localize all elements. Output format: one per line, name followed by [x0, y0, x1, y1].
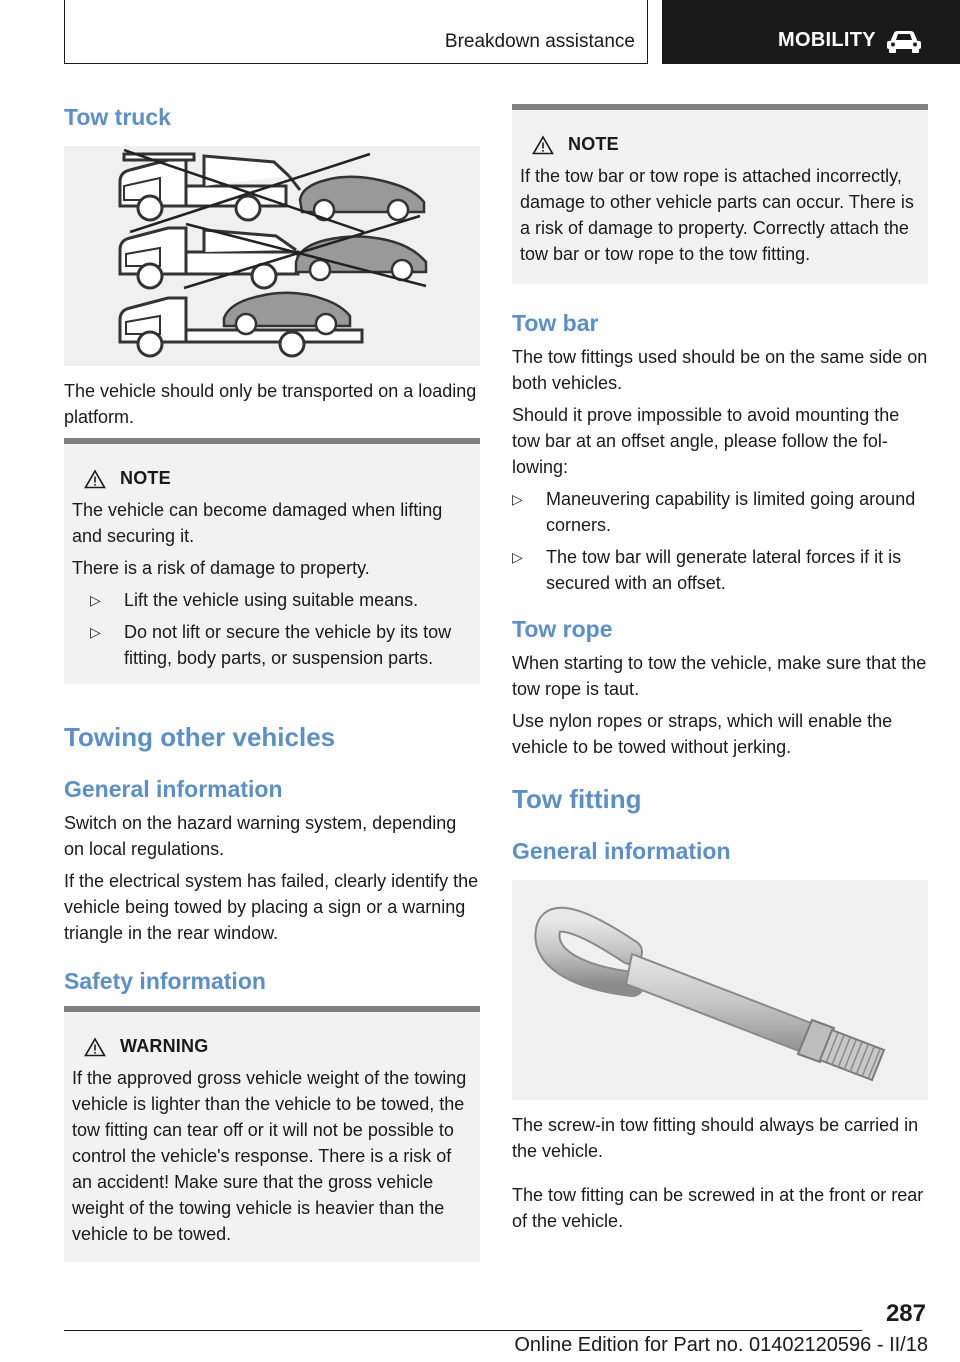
page-number: 287	[885, 1300, 926, 1327]
note-header	[532, 134, 920, 155]
general-paragraph-1: Switch on the hazard warning system, depending on local regulations.	[64, 813, 457, 859]
note-box-tow-bar	[512, 104, 928, 284]
tow-bar-paragraph-1: The tow fittings used should be on the same side on both vehicles.	[512, 347, 928, 393]
note-header	[84, 468, 472, 489]
tow-truck-heading: Tow truck	[64, 104, 171, 130]
tow-fitting-illustration	[512, 880, 928, 1100]
bullet-triangle-icon: ▷	[512, 549, 523, 565]
tow-fitting-paragraph-2: The tow fitting can be screwed in at the front or rear of the vehicle.	[512, 1185, 924, 1231]
tow-fitting-heading: Tow fitting	[512, 784, 642, 814]
footer-edition: Online Edition for Part no. 01402120596 - II/18	[514, 1334, 928, 1356]
tow-truck-illustration	[64, 146, 480, 366]
tow-rope-paragraph-2: Use nylon ropes or straps, which will enable the vehicle to be towed without jerking.	[512, 711, 893, 757]
warning-triangle-icon	[84, 1037, 106, 1057]
tow-truck-text: The vehicle should only be transported on a loading platform.	[64, 381, 477, 427]
tow-bar-bullet-text: The tow bar will generate lateral forces if it is secured with an offset.	[546, 547, 902, 593]
header-section-title: Breakdown assistance	[444, 31, 635, 52]
note-label: NOTE	[568, 134, 619, 154]
note-bullet-text: Do not lift or secure the vehicle by its tow fitting, body parts, or suspension parts.	[124, 622, 452, 668]
tow-rope-paragraph-1: When starting to tow the vehicle, make sure that the tow rope is taut.	[512, 653, 927, 699]
general-paragraph-2: If the electrical system has failed, clearly identify the vehicle being towed by placing a sign or a warning triangle in the rear window.	[64, 871, 479, 943]
tow-bar-paragraph-2: Should it prove impossible to avoid mounting the tow bar at an offset angle, please follow the following:	[512, 405, 900, 477]
warning-box-weight	[64, 1006, 480, 1262]
tow-rope-body	[512, 650, 928, 766]
note-label: NOTE	[120, 468, 171, 488]
tow-fitting-general-heading: General information	[512, 838, 731, 864]
tow-fitting-body	[512, 1112, 928, 1234]
warning-header	[84, 1036, 472, 1057]
note-bullet-text: Lift the vehicle using suitable means.	[124, 590, 419, 610]
bullet-triangle-icon: ▷	[90, 592, 101, 608]
tow-fitting-paragraph-1: The screw-in tow fitting should always be carried in the vehicle.	[512, 1115, 919, 1161]
warning-triangle-icon	[532, 135, 554, 155]
warning-triangle-icon	[84, 469, 106, 489]
note-bullet	[72, 587, 472, 613]
general-information-body	[64, 810, 480, 952]
tow-bar-bullet	[512, 544, 928, 596]
footer-divider	[64, 1330, 862, 1331]
tow-rope-heading: Tow rope	[512, 616, 613, 642]
warning-label: WARNING	[120, 1036, 209, 1056]
header-section-box	[64, 0, 648, 64]
car-icon	[884, 28, 924, 54]
header-chapter-title: MOBILITY	[778, 29, 876, 51]
tow-bar-body	[512, 344, 928, 602]
towing-other-vehicles-heading: Towing other vehicles	[64, 722, 336, 752]
note-bullet	[72, 619, 472, 671]
general-information-heading: General information	[64, 776, 283, 802]
note-text: If the tow bar or tow rope is attached incorrectly, damage to other vehicle parts can occur. There is a risk of damage to property. Correctly attach the tow bar or tow rope to the tow fitting.	[520, 166, 914, 264]
tow-truck-drawing	[64, 146, 480, 366]
bullet-triangle-icon: ▷	[90, 624, 101, 640]
note-box-damage	[64, 438, 480, 684]
tow-bar-heading: Tow bar	[512, 310, 599, 336]
tow-bar-bullet-text: Maneuvering capability is limited going around corners.	[546, 489, 916, 535]
note-text-1: The vehicle can become damaged when lifting and securing it.	[72, 500, 443, 546]
safety-information-heading: Safety information	[64, 968, 266, 994]
warning-text: If the approved gross vehicle weight of the towing vehicle is lighter than the vehicle to be towed, the tow fitting can tear off or it will not be possible to control the vehicle's response. There is a risk of an accident! Make sure that the gross vehicle weight of the towing vehicle is heavier than the vehicle to be towed.	[72, 1068, 467, 1244]
tow-fitting-drawing	[512, 880, 928, 1100]
bullet-triangle-icon: ▷	[512, 491, 523, 507]
tow-bar-bullet	[512, 486, 928, 538]
note-text-2: There is a risk of damage to property.	[72, 558, 370, 578]
